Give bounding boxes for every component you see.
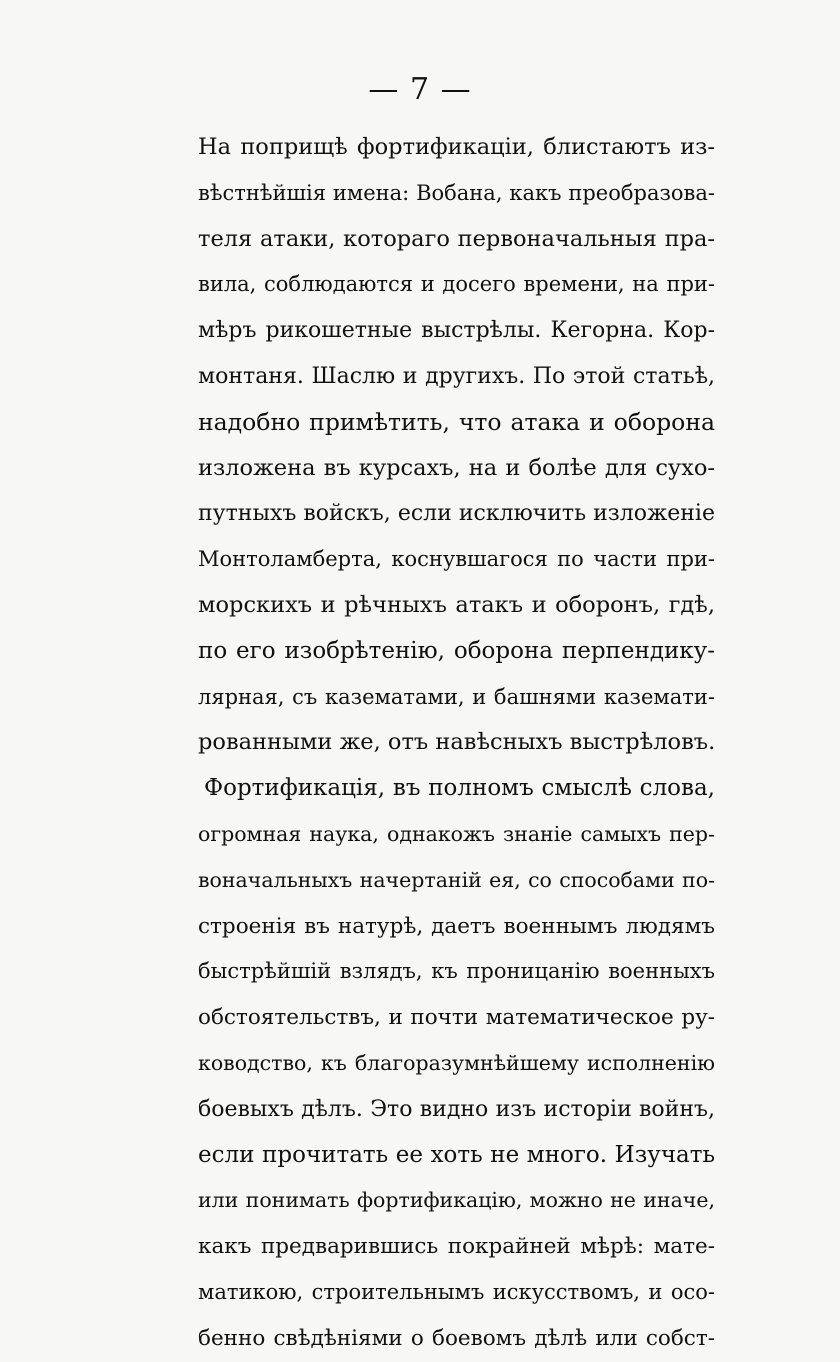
text-line: вила, соблюдаются и досего времени, на при- <box>198 272 715 297</box>
text-line: морскихъ и рѣчныхъ атакъ и оборонъ, гдѣ, <box>198 591 715 618</box>
text-line: Монтоламберта, коснувшагося по части при- <box>198 547 715 572</box>
text-line: по его изобрѣтенію, оборона перпендику- <box>198 637 715 664</box>
text-line: строенія въ натурѣ, даетъ военнымъ людямъ <box>198 913 715 939</box>
text-line: лярная, съ казематами, и башнями каземати- <box>198 684 715 709</box>
text-line: бенно свѣдѣніями о боевомъ дѣлѣ или собст- <box>198 1325 715 1351</box>
text-line: огромная наука, однакожъ знаніе самыхъ пер- <box>198 821 715 846</box>
text-line: воначальныхъ начертаній ея, со способами по- <box>198 867 715 892</box>
body-text <box>198 125 715 1362</box>
text-line: На поприщѣ фортификаціи, блистаютъ из- <box>198 134 715 160</box>
text-line: матикою, строительнымъ искусствомъ, и осо- <box>198 1279 715 1304</box>
text-line: монтаня. Шаслю и другихъ. По этой статьѣ, <box>198 363 715 389</box>
text-line: вѣстнѣйшія имена: Вобана, какъ преобразова- <box>198 180 715 205</box>
text-line: или понимать фортификацію, можно не иначе, <box>198 1188 715 1213</box>
text-line: обстоятельствъ, и почти математическое ру- <box>198 1005 715 1031</box>
text-line: какъ предварившись покрайней мѣрѣ: мате- <box>198 1234 715 1260</box>
text-line: боевыхъ дѣлъ. Это видно изъ исторіи войнъ, <box>198 1096 715 1122</box>
text-line: мѣръ рикошетные выстрѣлы. Кегорна. Кор- <box>198 318 715 344</box>
text-line: ководство, къ благоразумнѣйшему исполненію <box>198 1050 715 1075</box>
text-line: изложена въ курсахъ, на и болѣе для сухо- <box>198 454 715 481</box>
text-line: надобно примѣтить, что атака и оборона <box>198 407 715 436</box>
text-line: если прочитать ее хоть не много. Изучать <box>198 1141 715 1168</box>
text-line: быстрѣйшій взлядъ, къ проницанію военныхъ <box>198 959 715 984</box>
page-number: — 7 — <box>368 72 472 107</box>
text-line: теля атаки, котораго первоначальныя пра- <box>198 225 715 252</box>
text-line: рованными же, отъ навѣсныхъ выстрѣловъ. <box>198 729 716 756</box>
text-line: путныхъ войскъ, если исключить изложеніе <box>198 501 715 527</box>
text-line: Фортификація, въ полномъ смыслѣ слова, <box>204 775 715 802</box>
